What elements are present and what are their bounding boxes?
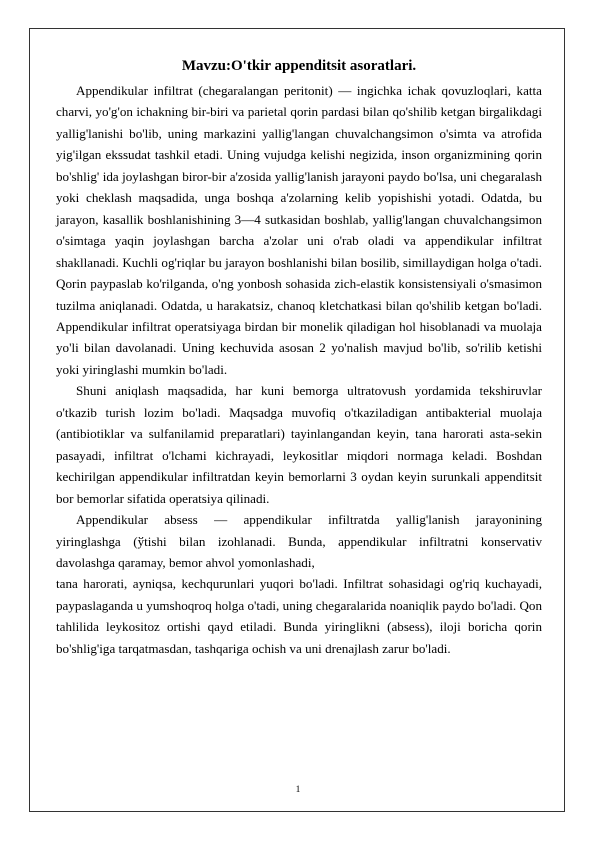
paragraph-infiltrate: Appendikular infiltrat (chegaralangan peritonit) — ingichka ichak qovuzloqlari, katta charvi, yo'g'on ichakning bir-biri va parietal qorin pardasi bilan qo'shilib ketgan birgalikdagi yallig'lanishi bo'lib, uning markazini yallig'langan chuvalchangsimon o'simta va atrofida yig'ilgan ekssudat tashkil etadi. Uning vujudga kelishi negizida, inson organizmining qorin bo'shlig' ida joylashgan biror-bir a'zosida yallig'lanish jarayoni paydo bo'lsa, uni chegaralash yoki cheklash maqsadida, unga boshqa a'zolarning kelib yopishishi yotadi. Odatda, bu jarayon, kasallik boshlanishining 3—4 sutkasidan boshlab, yallig'langan chuvalchangsimon o'simtaga yaqin joylashgan barcha a'zolar uni o'rab oladi va appendikular infiltrat shakllanadi. Kuchli og'riqlar bu jarayon boshlanishi bilan bosilib, simillaydigan holga o'tadi. Qorin paypaslab ko'rilganda, o'ng yonbosh sohasida zich-elastik konsistensiyali o'smasimon tuzilma aniqlanadi. Odatda, u harakatsiz, chanoq kletchatkasi bilan qo'shilib ketgan bo'ladi. Appendikular infiltrat operatsiyaga birdan bir monelik qiladigan hol hisoblanadi va muolaja yo'li bilan davolanadi. Uning kechuvida asosan 2 yo'nalish mavjud bo'lib, so'rilib ketishi yoki yiringlashi mumkin bo'ladi. <box>56 83 542 377</box>
paragraph-abscess-line-1: Appendikular absess — appendikular infiltratda yallig'lanish jarayonining <box>76 512 542 528</box>
paragraph-diagnosis: Shuni aniqlash maqsadida, har kuni bemorga ultratovush yordamida tekshiruvlar o'tkazib turish lozim bo'ladi. Maqsadga muvofiq o'tkaziladigan antibakterial muolaja (antibiotiklar va sulfanilamid preparatlari) tayinlangandan keyin, tana harorati asta-sekin pasayadi, infiltrat o'lchami kichrayadi, leykositlar miqdori normaga keladi. Boshdan kechirilgan appendikular infiltratdan keyin bemorlarni 3 oydan keyin surunkali appenditsit bor bemorlar sifatida operatsiya qilinadi. <box>56 383 542 506</box>
document-body <box>56 56 542 659</box>
paragraph-abscess-line-2: yiringlashga (ўtishi bilan izohlanadi. Bunda, appendikular infiltratni konservativ <box>56 533 542 549</box>
paragraph-abscess-line-3: davolashga qaramay, bemor ahvol yomonlashadi, <box>56 554 315 570</box>
paragraph-abscess-symptoms: tana harorati, ayniqsa, kechqurunlari yuqori bo'ladi. Infiltrat sohasidagi og'riq kuchayadi, paypaslaganda u yumshoqroq holga o'tadi, uning chegaralarida noaniqlik paydo bo'ladi. Qon tahlilida leykositoz ortishi qayd etiladi. Bunda yiringlikni (absess), iloji boricha qorin bo'shlig'iga tarqatmasdan, tashqariga ochish va uni drenajlash zarur bo'ladi. <box>56 576 542 656</box>
page-number: 1 <box>295 785 301 795</box>
document-title: Mavzu:O'tkir appenditsit asoratlari. <box>181 58 417 74</box>
